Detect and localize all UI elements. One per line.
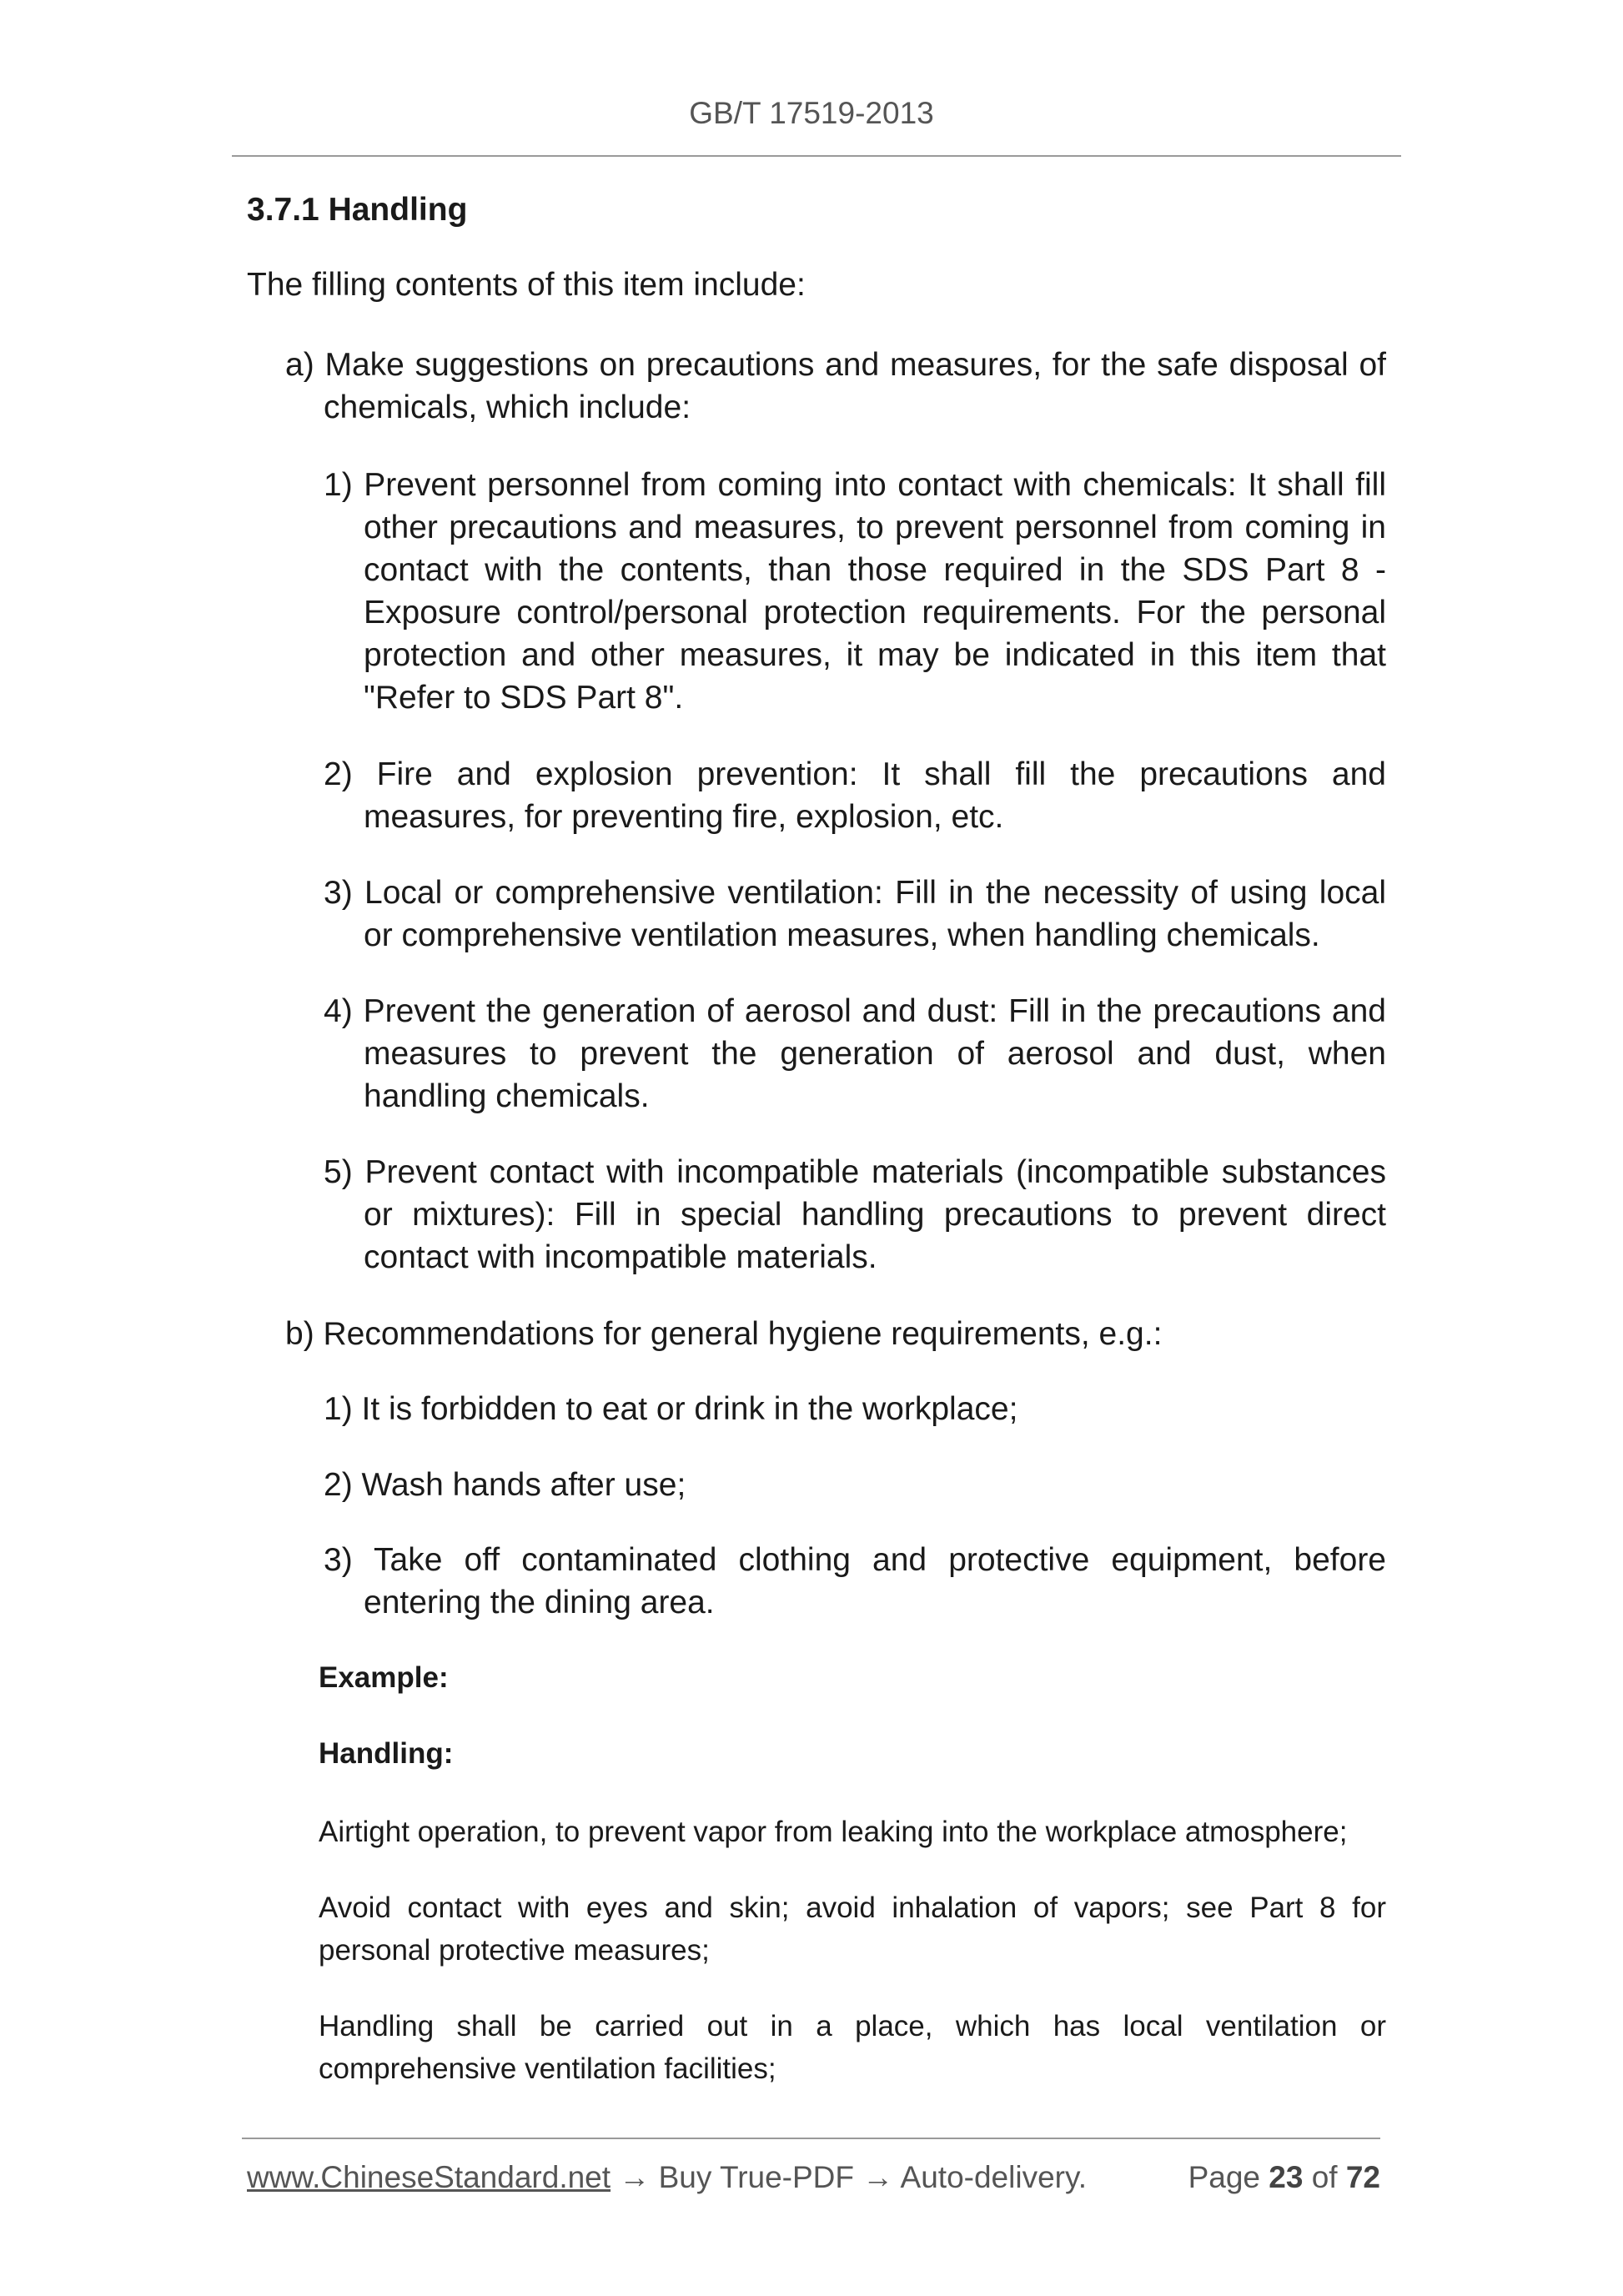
delivery-text: Auto-delivery. (900, 2160, 1088, 2194)
example-line: Handling shall be carried out in a place, which has local ventilation or comprehensive ventilation facilities; (319, 2010, 1386, 2085)
page-number: 23 (1269, 2160, 1304, 2194)
item-b3: 3) Take off contaminated clothing and protective equipment, before entering the dining area. (324, 1542, 1386, 1620)
example-line: Avoid contact with eyes and skin; avoid inhalation of vapors; see Part 8 for personal protective measures; (319, 1892, 1386, 1967)
header-divider (232, 155, 1401, 157)
item-b: b) Recommendations for general hygiene requirements, e.g.: (285, 1316, 1163, 1352)
example-sublabel: Handling: (319, 1737, 454, 1770)
footer-divider (242, 2138, 1380, 2139)
example-line: Airtight operation, to prevent vapor from leaking into the workplace atmosphere; (319, 1816, 1348, 1848)
page-word: Page (1188, 2160, 1260, 2194)
page-indicator (1188, 2160, 1380, 2195)
section-intro: The filling contents of this item include: (247, 267, 806, 303)
item-a: a) Make suggestions on precautions and measures, for the safe disposal of chemicals, which include: (285, 347, 1386, 425)
website-link[interactable]: www.ChineseStandard.net (247, 2160, 611, 2194)
example-label: Example: (319, 1661, 449, 1694)
item-b1: 1) It is forbidden to eat or drink in the workplace; (324, 1391, 1018, 1427)
document-code-header: GB/T 17519-2013 (689, 96, 934, 130)
buy-text: Buy True-PDF (658, 2160, 855, 2194)
of-word: of (1311, 2160, 1338, 2194)
section-heading: 3.7.1 Handling (247, 192, 468, 228)
item-b2: 2) Wash hands after use; (324, 1467, 686, 1503)
footer-promo (247, 2160, 1087, 2195)
arrow-right-icon: → (619, 2160, 651, 2194)
item-a3: 3) Local or comprehensive ventilation: Fill in the necessity of using local or comprehensive ventilation measures, when handling chemicals. (324, 875, 1386, 953)
item-a1: 1) Prevent personnel from coming into contact with chemicals: It shall fill other precautions and measures, to prevent personnel from coming in contact with the contents, than those required in the SDS Part 8 - Exposure control/personal protection requirements. For the personal protection and other measures, it may be indicated in this item that "Refer to SDS Part 8". (324, 467, 1386, 716)
arrow-right-icon: → (862, 2160, 894, 2194)
item-a4: 4) Prevent the generation of aerosol and dust: Fill in the precautions and measures to prevent the generation of aerosol and dust, when handling chemicals. (324, 993, 1386, 1114)
page-total: 72 (1345, 2160, 1380, 2194)
item-a2: 2) Fire and explosion prevention: It shall fill the precautions and measures, for preventing fire, explosion, etc. (324, 756, 1386, 835)
item-a5: 5) Prevent contact with incompatible materials (incompatible substances or mixtures): Fill in special handling precautions to prevent direct contact with incompatible materials. (324, 1154, 1386, 1275)
